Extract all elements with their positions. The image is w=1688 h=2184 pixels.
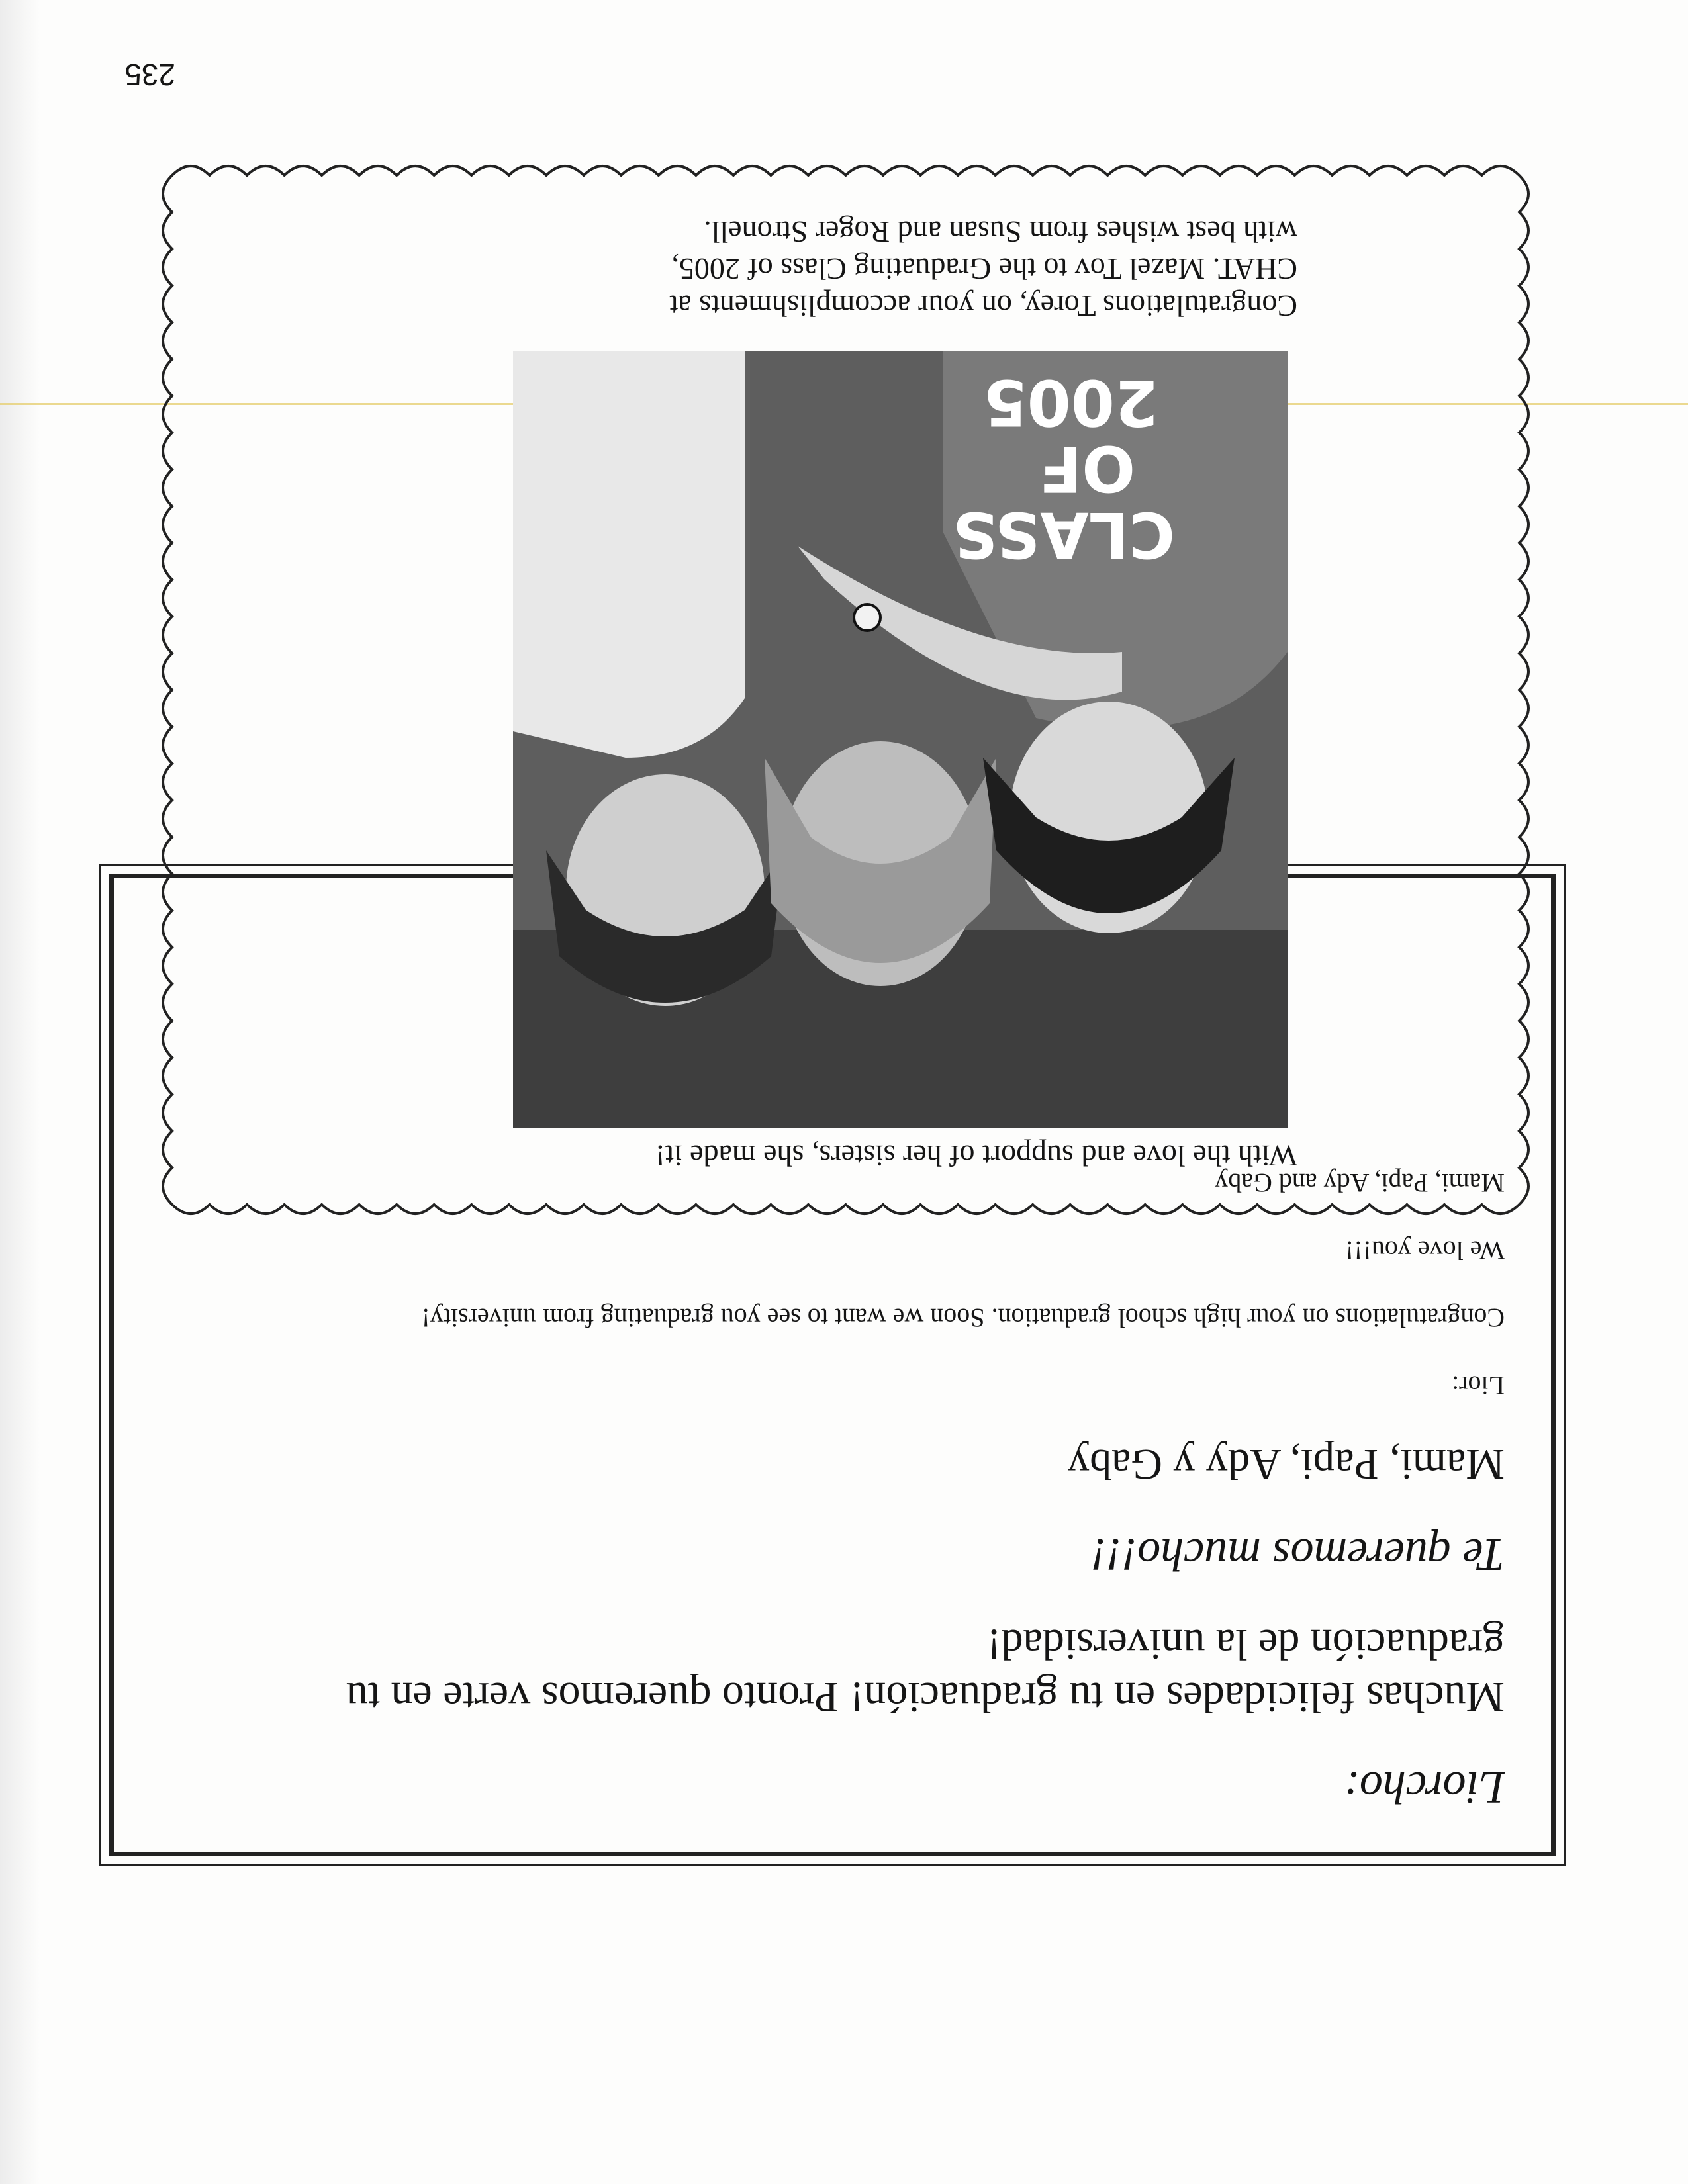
page-number: 235: [124, 58, 175, 92]
photo-card-message-line1: Congratulations Torey, on your accomplishments at: [669, 289, 1297, 323]
shirt-text-class: CLASS: [952, 498, 1175, 570]
salutation-english: Lior:: [1452, 1371, 1505, 1400]
photo-card-message-line3: with best wishes from Susan and Roger Stronell.: [704, 215, 1297, 249]
shirt-text-of: OF: [1039, 432, 1135, 504]
salutation-spanish: Liorcho:: [1344, 1762, 1505, 1813]
message-english: Congratulations on your high school graduation. Soon we want to see you graduating from university!: [421, 1303, 1505, 1333]
photo-image: [513, 351, 1288, 1128]
shirt-text-year: 2005: [983, 365, 1158, 438]
photo-card-message-line2: CHAT. Mazel Tov to the Graduating Class of 2005,: [671, 252, 1297, 286]
love-english: We love you!!!: [1344, 1236, 1505, 1265]
photo-card-message: [669, 213, 1297, 324]
signature-spanish: Mami, Papi, Ady y Gaby: [1068, 1440, 1505, 1488]
photo-caption: With the love and support of her sisters, she made it!: [655, 1139, 1297, 1173]
love-spanish: Te queremos mucho!!!: [1091, 1529, 1505, 1580]
message-spanish-line1: Muchas felicidades en tu graduación! Pronto queremos verte en tu: [346, 1673, 1505, 1721]
message-spanish-line2: graduación de la universidad!: [986, 1620, 1505, 1668]
photo: [513, 351, 1288, 1128]
signature-english: Mami, Papi, Ady and Gaby: [1215, 1168, 1505, 1198]
